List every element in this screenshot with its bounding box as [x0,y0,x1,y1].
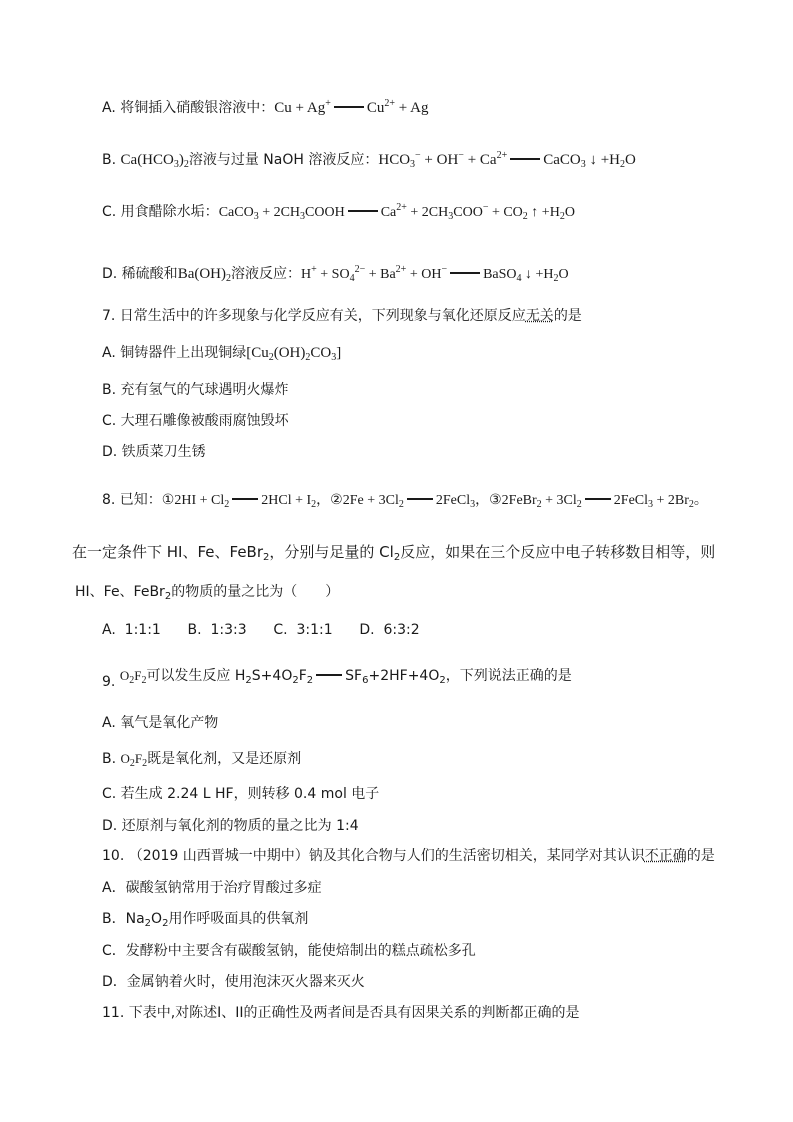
question-7-stem: 7. 日常生活中的许多现象与化学反应有关，下列现象与氧化还原反应无关的是 [102,308,582,324]
question-8-options: A. 1:1:1 B. 1:3:3 C. 3:1:1 D. 6:3:2 [102,622,420,638]
option-9d: D. 还原剂与氧化剂的物质的量之比为 1:4 [102,818,359,834]
question-8-stem: 在一定条件下 HI、Fe、FeBr$_2$，分别与足量的 $Cl_2$反应，如果在三个反应中电子转移数目相等，则 [72,543,716,563]
option-6b: B. $Ca(HCO_3)_2$溶液与过量 NaOH 溶液反应：$HCO_3^- + OH^- + Ca^{2+}$ CaCO$_3$ ↓ $+H_2O$ [102,150,636,170]
option-9b: B. $O_2F_2$既是氧化剂，又是还原剂 [102,751,302,769]
option-7b: B. 充有氢气的气球遇明火爆炸 [102,382,289,398]
option-6d: D. 稀硫酸和$Ba(OH)_2$溶液反应：$H^+ + SO_4^{2-} + Ba^{2+} + OH^-$ BaSO$_4$ ↓ $+H_2O$ [102,264,569,284]
option-6a: A. 将铜插入硝酸银溶液中：Cu + Ag+ $Cu^{2+} + Ag$ [102,98,429,116]
option-9c: C. 若生成 2.24 L HF，则转移 0.4 mol 电子 [102,786,380,802]
question-10-stem: 10. （2019 山西晋城一中期中）钠及其化合物与人们的生活密切相关，某同学对其认识不正确的是 [102,848,715,864]
option-6c: C. 用食醋除水垢：CaCO$_3$ + $2CH_3COOH$ $Ca^{2+} + 2CH_3COO^- + CO_2$ ↑ $+H_2O$ [102,202,575,222]
equals-bar [407,498,433,500]
question-8-stem-cont: HI、Fe、FeBr$_2$的物质的量之比为（ ） [75,584,340,602]
equals-bar [585,498,611,500]
option-10c: C．发酵粉中主要含有碳酸氢钠，能使焙制出的糕点疏松多孔 [102,943,476,959]
equals-bar [316,674,342,676]
option-10d: D．金属钠着火时，使用泡沫灭火器来灭火 [102,974,365,990]
question-9-stem: 9. $O_2F_2$可以发生反应 $H_2S+4O_2F_2$ $SF_6+2HF+4O_2$，下列说法正确的是 [102,668,572,690]
option-10b: B．$Na_2O_2$用作呼吸面具的供氧剂 [102,911,309,929]
option-7d: D. 铁质菜刀生锈 [102,444,206,460]
option-9a: A. 氧气是氧化产物 [102,715,219,731]
equals-bar [510,158,540,160]
equals-bar [334,106,364,108]
option-7a: A. 铜铸器件上出现铜绿$[Cu_2(OH)_2CO_3]$ [102,345,342,363]
equals-bar [450,272,480,274]
option-10a: A．碳酸氢钠常用于治疗胃酸过多症 [102,880,322,896]
question-11-stem: 11. 下表中,对陈述I、II的正确性及两者间是否具有因果关系的判断都正确的是 [102,1005,580,1021]
equals-bar [348,210,378,212]
question-8-given: 8. 已知：①2HI + $Cl_2$ $2HCl + I_2$，②2Fe + $3Cl_2$ 2FeCl$_3$，③2FeBr$_2$ + $3Cl_2$ 2FeCl$_3$ + $2Br_2$。 [102,492,708,510]
equals-bar [232,498,258,500]
option-7c: C. 大理石雕像被酸雨腐蚀毁坏 [102,413,289,429]
